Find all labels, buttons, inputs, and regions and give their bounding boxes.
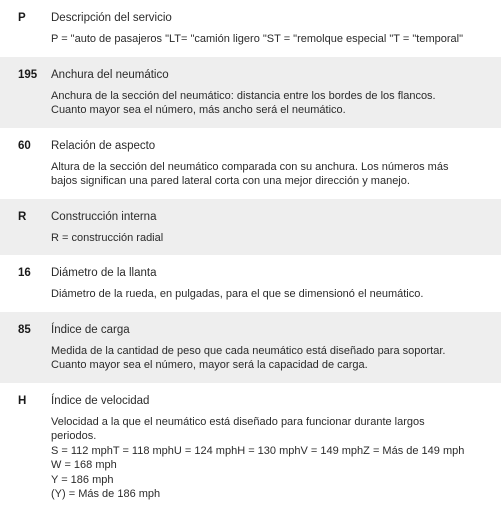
row-code: 60 <box>18 139 31 152</box>
row-code: 16 <box>18 267 31 279</box>
row-description: Diámetro de la rueda, en pulgadas, para el que se dimensionó el neumático. <box>51 288 424 300</box>
row-description: Altura de la sección del neumático comparada con su anchura. Los números más bajos significan una pared lateral corta con una mejor dirección y manejo. <box>51 160 449 187</box>
row-title: Índice de velocidad <box>51 394 150 407</box>
table-row-rim-diameter <box>0 255 501 312</box>
row-title: Diámetro de la llanta <box>51 267 157 279</box>
row-description: R = construcción radial <box>51 231 164 244</box>
row-code: 195 <box>18 68 38 81</box>
table-row-width <box>0 57 501 128</box>
row-code: 85 <box>18 323 31 336</box>
table-row-construction <box>0 199 501 256</box>
table-row-speed-rating <box>0 383 501 512</box>
table-row-service <box>0 0 501 57</box>
row-description: Anchura de la sección del neumático: distancia entre los bordes de los flancos. Cuanto mayor sea el número, más ancho será el neumático. <box>51 89 436 116</box>
row-content <box>51 67 501 118</box>
row-content <box>51 209 501 246</box>
row-content <box>51 322 501 373</box>
row-description: Medida de la cantidad de peso que cada neumático está diseñado para soportar. Cuanto mayor sea el número, mayor será la capacidad de carga. <box>51 344 446 371</box>
row-content <box>51 138 501 189</box>
row-code: H <box>18 394 27 407</box>
row-description: Velocidad a la que el neumático está diseñado para funcionar durante largos periodos. S = 112 mphT = 118 mphU = 124 mphH = 130 mphV = 149 mphZ = Más de 149 mph W = 168 mph Y = 186 mph (Y) = Más de 186 mph <box>51 415 465 500</box>
table-row-load-index <box>0 312 501 383</box>
row-code: R <box>18 210 27 223</box>
row-title: Construcción interna <box>51 210 157 223</box>
row-title: Descripción del servicio <box>51 12 172 24</box>
row-content <box>51 265 501 302</box>
row-title: Índice de carga <box>51 323 130 336</box>
row-content <box>51 393 501 502</box>
row-title: Anchura del neumático <box>51 68 169 81</box>
table-row-aspect-ratio <box>0 128 501 199</box>
row-description: P = "auto de pasajeros "LT= "camión ligero "ST = "remolque especial "T = "temporal" <box>51 33 463 45</box>
row-title: Relación de aspecto <box>51 139 156 152</box>
row-code: P <box>18 12 26 24</box>
row-content <box>51 10 501 47</box>
